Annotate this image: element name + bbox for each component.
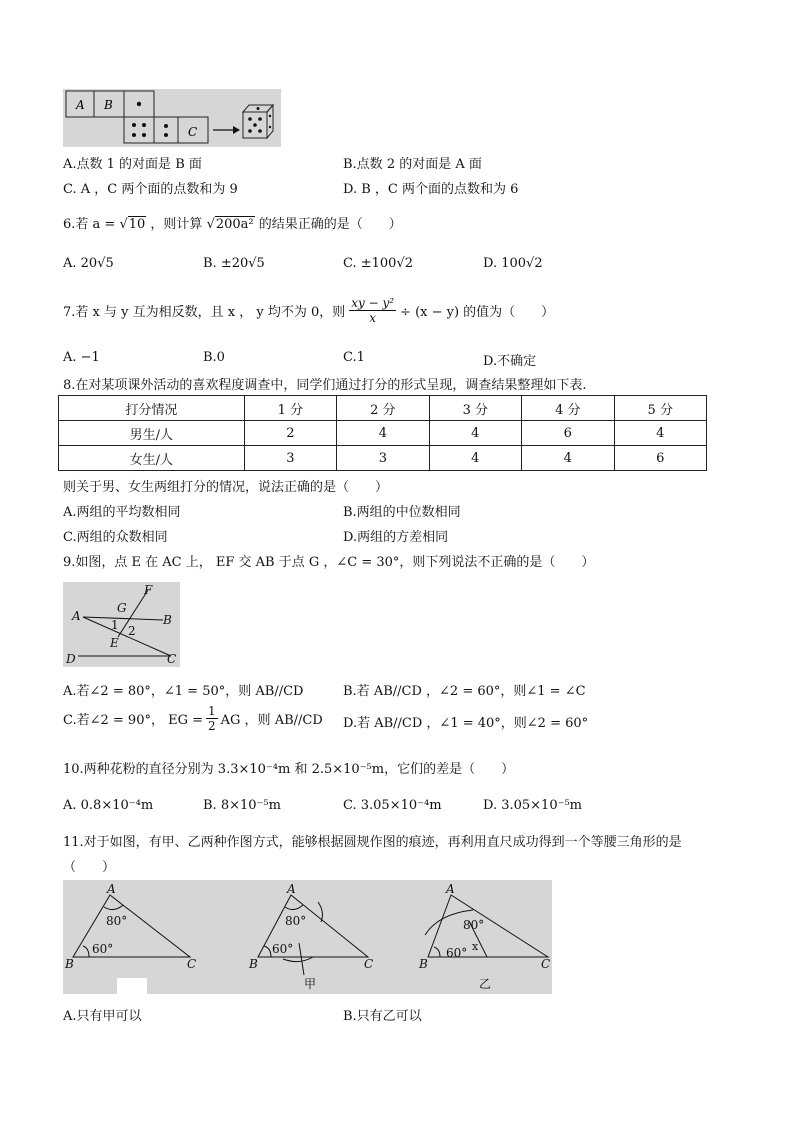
fig3-b-label: B	[419, 957, 428, 971]
table-header-row	[59, 396, 707, 421]
table-cell: 2	[244, 421, 336, 446]
q9-figure-svg	[63, 582, 180, 667]
q7-frac-num: xy − y²	[351, 296, 395, 310]
q6-radicand-2: 200a²	[215, 217, 254, 232]
q5-option-b[interactable]: B.点数 2 的对面是 A 面	[343, 157, 482, 172]
table-header-cell: 5 分	[614, 396, 706, 421]
q10-option-d[interactable]: D. 3.05×10⁻⁵m	[483, 798, 583, 813]
q7-fraction	[349, 296, 396, 325]
table-cell: 4	[614, 421, 706, 446]
q5-option-c[interactable]: C. A ，C 两个面的点数和为 9	[63, 182, 238, 197]
q11-figure	[63, 880, 552, 994]
q6-option-b[interactable]: B. ±20√5	[203, 256, 265, 271]
q9-fraction: $\frac{1}{2}$	[208, 704, 216, 733]
face-c-label: C	[188, 125, 198, 139]
q11-option-a[interactable]: A.只有甲可以	[63, 1009, 142, 1024]
label-2: 2	[128, 624, 136, 638]
q7-option-d[interactable]: D.不确定	[483, 354, 537, 369]
q11-option-b[interactable]: B.只有乙可以	[343, 1009, 422, 1024]
fig1-c-label: C	[187, 957, 197, 971]
fig2-jia-label: 甲	[304, 977, 317, 991]
fig3-yi-label: 乙	[479, 977, 492, 991]
q5-option-d[interactable]: D. B ，C 两个面的点数和为 6	[343, 182, 519, 197]
table-header-cell: 3 分	[429, 396, 521, 421]
table-header-cell: 打分情况	[59, 396, 245, 421]
fig3-c-label: C	[541, 957, 551, 971]
cube-net-svg	[63, 89, 281, 147]
table-row	[59, 446, 707, 471]
triangle-x-mark: x	[472, 940, 479, 953]
label-g: G	[117, 601, 127, 615]
fig3-a-label: A	[446, 882, 455, 896]
face-b-label: B	[104, 98, 113, 112]
q8-option-d[interactable]: D.两组的方差相同	[343, 530, 449, 545]
label-a: A	[72, 609, 81, 623]
q10-option-b[interactable]: B. 8×10⁻⁵m	[203, 798, 281, 813]
fig3-60-label: 60°	[446, 946, 468, 960]
q8-option-a[interactable]: A.两组的平均数相同	[63, 505, 181, 520]
q8-option-b[interactable]: B.两组的中位数相同	[343, 505, 461, 520]
q8-option-c[interactable]: C.两组的众数相同	[63, 530, 168, 545]
label-e: E	[110, 636, 119, 650]
fig1-b-label: B	[65, 957, 74, 971]
label-1: 1	[111, 618, 119, 632]
face-a-label: A	[76, 98, 85, 112]
label-c: C	[167, 652, 177, 666]
q9-option-d[interactable]: D.若 AB//CD ，∠1 = 40°，则∠2 = 60°	[343, 716, 589, 731]
table-cell: 4	[429, 421, 521, 446]
q6-option-a[interactable]: A. 20√5	[63, 256, 114, 271]
q11-stem-paren: （ ）	[63, 860, 116, 875]
q8-score-table	[58, 395, 707, 471]
table-header-cell: 4 分	[522, 396, 614, 421]
q6-stem: 6.若 a = √10 ，则计算 √200a² 的结果正确的是（ ）	[63, 217, 402, 232]
q10-stem: 10.两种花粉的直径分别为 3.3×10⁻⁴m 和 2.5×10⁻⁵m，它们的差是（ ）	[63, 762, 515, 777]
q5-option-a[interactable]: A.点数 1 的对面是 B 面	[63, 157, 202, 172]
q8-stem: 8.在对某项课外活动的喜欢程度调查中，同学们通过打分的形式呈现，调查结果整理如下表.	[63, 378, 587, 393]
q11-stem: 11.对于如图，有甲、乙两种作图方式，能够根据圆规作图的痕迹，再利用直尺成功得到一个等腰三角形的是	[63, 835, 682, 850]
fig2-80-label: 80°	[285, 914, 307, 928]
label-f: F	[144, 583, 153, 597]
table-cell: 6	[522, 421, 614, 446]
fig1-a-label: A	[107, 882, 116, 896]
table-cell: 3	[244, 446, 336, 471]
q9-option-a[interactable]: A.若∠2 = 80°，∠1 = 50°，则 AB//CD	[63, 684, 304, 699]
q7-stem: 7.若 x 与 y 互为相反数，且 x ， y 均不为 0，则 $\frac{\text{xy − y²}}{x}$ ÷ (x − y) 的值为（ ）	[63, 296, 555, 325]
table-cell: 4	[337, 421, 429, 446]
q7-frac-den: x	[369, 311, 377, 325]
q9-option-c[interactable]: C.若∠2 = 90°， EG = $\frac{1}{2}$ AG ，则 AB//CD	[63, 704, 323, 733]
q11-figure-svg	[63, 880, 552, 994]
fig2-a-label: A	[287, 882, 296, 896]
table-cell: 6	[614, 446, 706, 471]
fig2-60-label: 60°	[272, 942, 294, 956]
table-cell: 女生/人	[59, 446, 245, 471]
q9-stem: 9.如图，点 E 在 AC 上， EF 交 AB 于点 G ，∠C = 30°，则下列说法不正确的是（ ）	[63, 555, 595, 570]
q6-option-d[interactable]: D. 100√2	[483, 256, 543, 271]
q7-option-a[interactable]: A. −1	[63, 350, 100, 365]
label-b: B	[163, 613, 172, 627]
q8-question: 则关于男、女生两组打分的情况，说法正确的是（ ）	[63, 480, 389, 495]
q9-figure	[63, 582, 180, 667]
q6-radicand-1: 10	[128, 217, 146, 232]
fig2-c-label: C	[364, 957, 374, 971]
q6-option-c[interactable]: C. ±100√2	[343, 256, 414, 271]
table-header-cell: 2 分	[337, 396, 429, 421]
q10-option-a[interactable]: A. 0.8×10⁻⁴m	[63, 798, 154, 813]
table-row	[59, 421, 707, 446]
q9-option-b[interactable]: B.若 AB//CD ，∠2 = 60°，则∠1 = ∠C	[343, 684, 586, 699]
fig2-b-label: B	[249, 957, 258, 971]
fig3-80-label: 80°	[463, 918, 485, 932]
q7-option-b[interactable]: B.0	[203, 350, 225, 365]
q10-option-c[interactable]: C. 3.05×10⁻⁴m	[343, 798, 442, 813]
table-cell: 男生/人	[59, 421, 245, 446]
q7-option-c[interactable]: C.1	[343, 350, 365, 365]
label-d: D	[66, 652, 76, 666]
cube-net-figure	[63, 89, 281, 147]
fig1-80-label: 80°	[106, 914, 128, 928]
table-cell: 3	[337, 446, 429, 471]
table-cell: 4	[522, 446, 614, 471]
table-header-cell: 1 分	[244, 396, 336, 421]
fig1-60-label: 60°	[92, 942, 114, 956]
table-cell: 4	[429, 446, 521, 471]
